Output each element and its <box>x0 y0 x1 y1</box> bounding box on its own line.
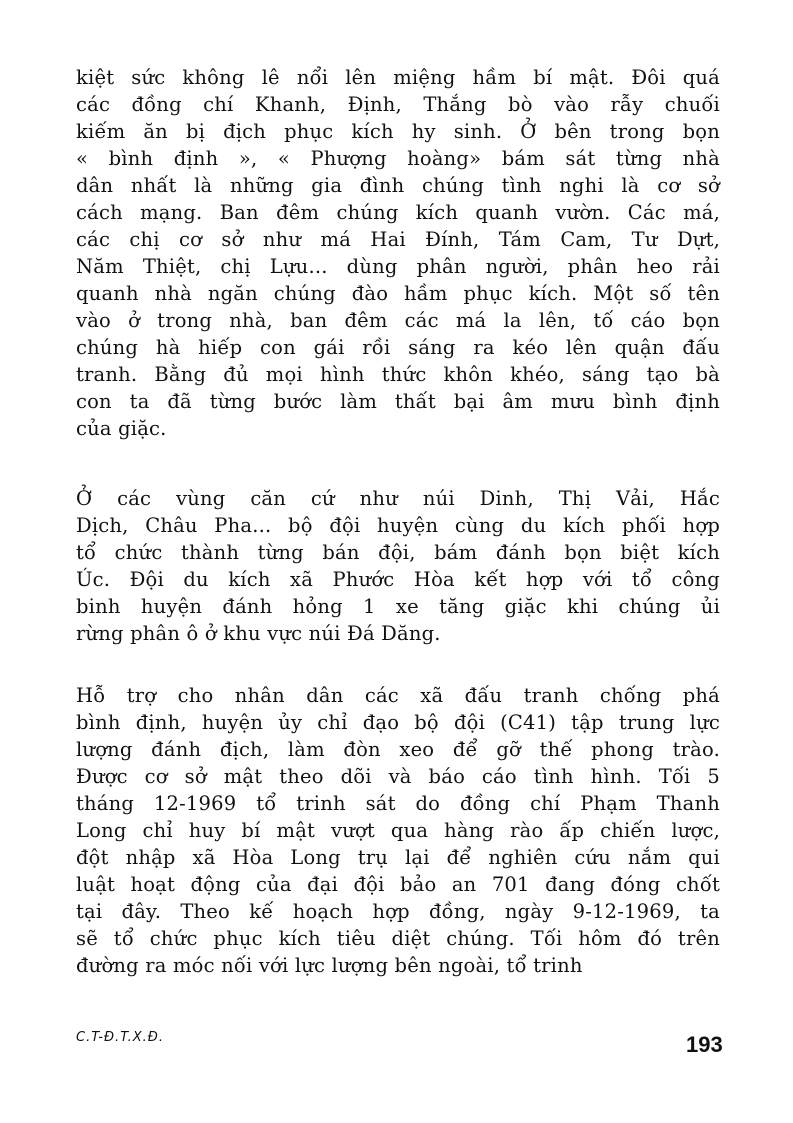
text-line: Hỗ trợ cho nhân dân các xã đấu tranh chống phá <box>76 684 720 707</box>
text-line: của giặc. <box>76 417 167 440</box>
text-line: Được cơ sở mật theo dõi và báo cáo tình hình. Tối 5 <box>76 765 720 788</box>
text-line: chúng hà hiếp con gái rồi sáng ra kéo lên quận đấu <box>76 336 720 359</box>
text-line: Năm Thiệt, chị Lựu... dùng phân người, phân heo rải <box>76 255 720 278</box>
text-line: tổ chức thành từng bán đội, bám đánh bọn biệt kích <box>76 541 720 564</box>
text-line: con ta đã từng bước làm thất bại âm mưu bình định <box>76 390 720 413</box>
text-line: tại đây. Theo kế hoạch hợp đồng, ngày 9-12-1969, ta <box>76 900 720 923</box>
text-line: đột nhập xã Hòa Long trụ lại để nghiên cứu nắm qui <box>76 846 720 869</box>
text-line: quanh nhà ngăn chúng đào hầm phục kích. Một số tên <box>76 282 720 305</box>
footer-code: C.T-Đ.T.X.Đ. <box>76 1030 164 1045</box>
text-line: binh huyện đánh hỏng 1 xe tăng giặc khi chúng ủi <box>76 595 720 618</box>
text-line: bình định, huyện ủy chỉ đạo bộ đội (C41) tập trung lực <box>76 711 720 734</box>
paragraph-3 <box>76 682 720 979</box>
text-line: Úc. Đội du kích xã Phước Hòa kết hợp với tổ công <box>76 568 720 591</box>
text-line: các chị cơ sở như má Hai Đính, Tám Cam, Tư Dựt, <box>76 228 720 251</box>
text-line: dân nhất là những gia đình chúng tình nghi là cơ sở <box>76 174 720 197</box>
text-line: lượng đánh địch, làm đòn xeo để gỡ thế phong trào. <box>76 738 720 761</box>
text-line: vào ở trong nhà, ban đêm các má la lên, tố cáo bọn <box>76 309 720 332</box>
text-line: Long chỉ huy bí mật vượt qua hàng rào ấp chiến lược, <box>76 819 720 842</box>
text-line: Ở các vùng căn cứ như núi Dinh, Thị Vải, Hắc <box>76 487 720 510</box>
text-line: cách mạng. Ban đêm chúng kích quanh vườn. Các má, <box>76 201 720 224</box>
text-line: rừng phân ô ở khu vực núi Đá Dăng. <box>76 622 441 645</box>
text-line: kiệt sức không lê nổi lên miệng hầm bí mật. Đôi quá <box>76 66 720 89</box>
text-line: các đồng chí Khanh, Định, Thắng bò vào rẫy chuối <box>76 93 720 116</box>
text-line: luật hoạt động của đại đội bảo an 701 đang đóng chốt <box>76 873 720 896</box>
text-line: sẽ tổ chức phục kích tiêu diệt chúng. Tối hôm đó trên <box>76 927 720 950</box>
paragraph-1 <box>76 64 720 442</box>
paragraph-2 <box>76 485 720 647</box>
text-line: tranh. Bằng đủ mọi hình thức khôn khéo, sáng tạo bà <box>76 363 720 386</box>
text-line: « bình định », « Phượng hoàng» bám sát từng nhà <box>76 147 720 170</box>
text-line: Dịch, Châu Pha... bộ đội huyện cùng du kích phối hợp <box>76 514 720 537</box>
text-line: kiếm ăn bị địch phục kích hy sinh. Ở bên trong bọn <box>76 120 720 143</box>
text-line: đường ra móc nối với lực lượng bên ngoài, tổ trinh <box>76 954 583 977</box>
text-line: tháng 12-1969 tổ trinh sát do đồng chí Phạm Thanh <box>76 792 720 815</box>
page-number: 193 <box>686 1032 723 1057</box>
